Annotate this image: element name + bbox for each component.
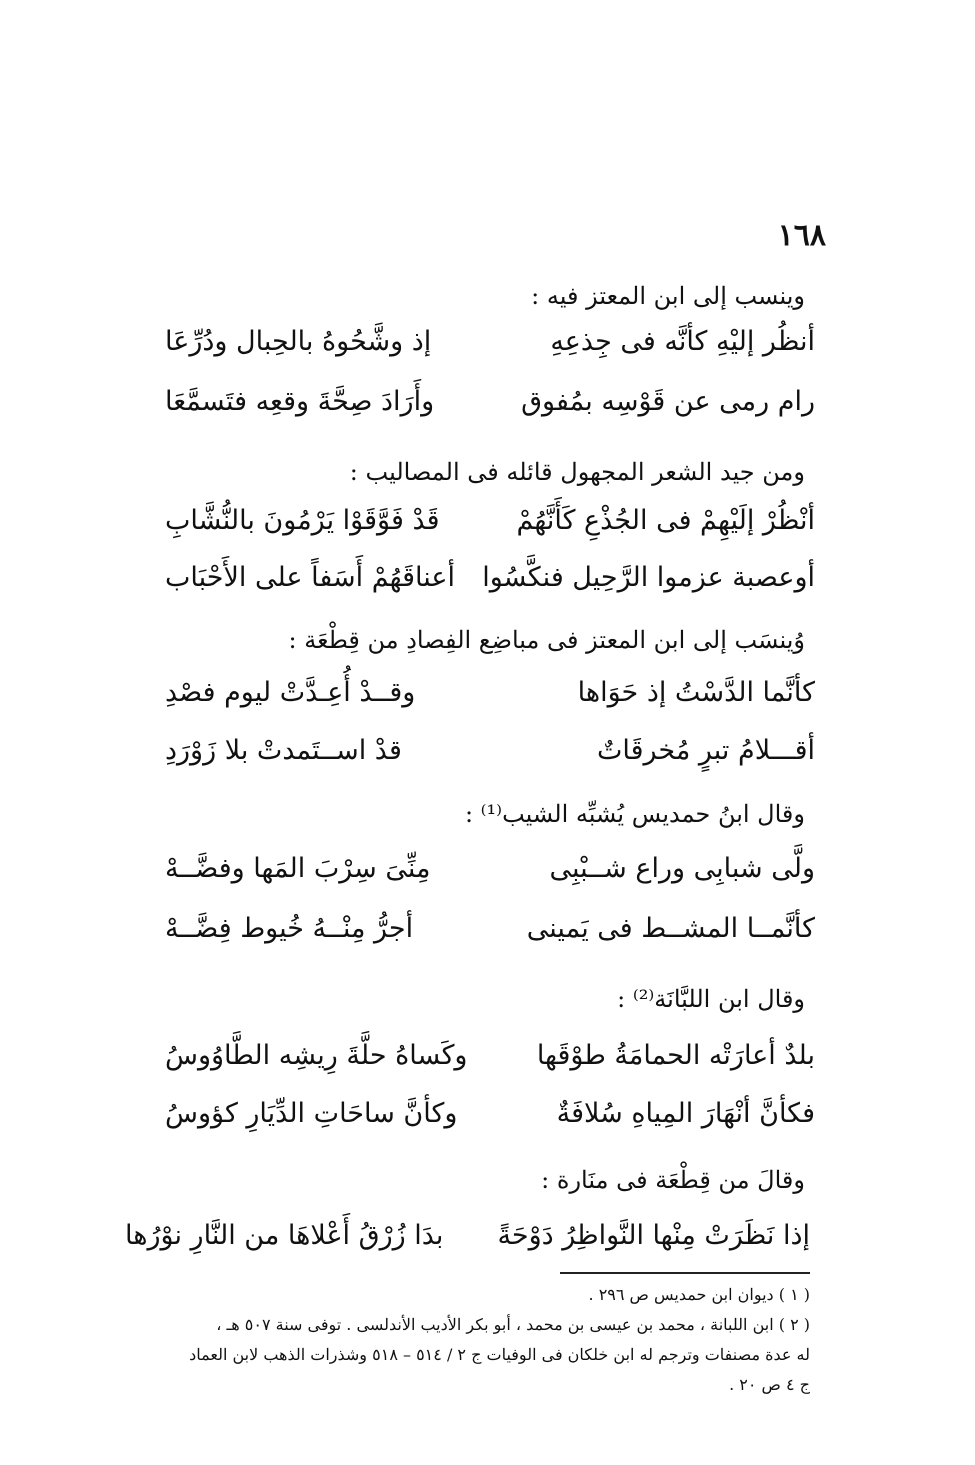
verse-first-hemistich: رام رمى عن قَوْسِه بمُفوق bbox=[521, 386, 815, 417]
verse-line bbox=[165, 562, 815, 606]
verse-second-hemistich: إذ وشَّحُوهُ بالحِبال ودُرِّعَا bbox=[165, 326, 432, 357]
verse-first-hemistich: أوعصبة عزموا الرَّحِيل فنكَّسُوا bbox=[482, 562, 815, 593]
footnote-2-line-2: له عدة مصنفات وترجم له ابن خلكان فى الوفيات ج ٢ / ٥١٤ – ٥١٨ وشذرات الذهب لابن العماد bbox=[189, 1345, 810, 1364]
verse-line bbox=[165, 677, 815, 721]
footnote-1: ( ١ ) ديوان ابن حمديس ص ٢٩٦ . bbox=[588, 1285, 810, 1304]
verse-line bbox=[165, 326, 815, 370]
verse-line bbox=[165, 735, 815, 779]
intro-ibn-al-labbana: وقال ابن اللبَّانَة⁽²⁾ : bbox=[617, 985, 805, 1013]
page-number: ١٦٨ bbox=[777, 218, 826, 253]
intro-ibn-hamdis: وقال ابنُ حمديس يُشبِّه الشيب⁽¹⁾ : bbox=[464, 800, 805, 828]
verse-line bbox=[165, 853, 815, 897]
verse-first-hemistich: فكأنَّ أنْهَارَ المِياهِ سُلافَةٌ bbox=[556, 1098, 815, 1129]
verse-line bbox=[165, 913, 815, 957]
verse-first-hemistich: كأنَّما الدَّسْتُ إذ حَوَاها bbox=[577, 677, 815, 708]
verse-second-hemistich: وكأنَّ ساحَاتِ الدِّيَارِ كؤوسُ bbox=[165, 1098, 458, 1129]
verse-second-hemistich: مِنِّىَ سِرْبَ المَها وفضَّــهْ bbox=[165, 853, 431, 884]
verse-first-hemistich: أقـــلامُ تبرٍ مُخرقَاتٌ bbox=[596, 735, 815, 766]
verse-first-hemistich: أنظُر إليْهِ كأنَّه فى جِذعِهِ bbox=[550, 326, 815, 357]
verse-second-hemistich: بدَا زُرْقُ أَعْلاهَا من النَّارِ نوْرُها bbox=[125, 1220, 444, 1251]
verse-second-hemistich: أجرُّ مِنْــهُ خُيوط فِضَّــهْ bbox=[165, 913, 414, 944]
verse-second-hemistich: قدْ اســتَمدتْ بلا زَوْرَدِ bbox=[165, 735, 402, 766]
intro-anonymous-poetry: ومن جيد الشعر المجهول قائله فى المصاليب : bbox=[349, 458, 805, 486]
intro-minaret: وقالَ من قِطْعَة فى منَارة : bbox=[541, 1166, 805, 1194]
verse-line bbox=[165, 1098, 815, 1142]
verse-first-hemistich: أنْظُرْ إلَيْهِمْ فى الجُذْعِ كَأَنَّهُمْ bbox=[516, 505, 815, 536]
verse-line bbox=[165, 505, 815, 549]
verse-second-hemistich: أعناقَهُمْ أَسَفاً على الأَحْبَاب bbox=[165, 562, 455, 593]
verse-second-hemistich: قَدْ فَوَّقَوْا يَرْمُونَ بالنُّشَّابِ bbox=[165, 505, 440, 536]
footnote-2-line-1: ( ٢ ) ابن اللبانة ، محمد بن عيسى بن محمد ، أبو بكر الأديب الأندلسى . توفى سنة ٥٠٧ هـ ، bbox=[216, 1315, 810, 1334]
verse-line bbox=[165, 1040, 815, 1084]
verse-first-hemistich: كأنَّمــا المشــط فى يَمينى bbox=[526, 913, 815, 944]
verse-line bbox=[125, 1220, 810, 1264]
intro-ibn-almutazz: وينسب إلى ابن المعتز فيه : bbox=[531, 282, 805, 310]
footnote-separator bbox=[560, 1272, 810, 1274]
verse-first-hemistich: إذا نَظَرَتْ مِنْها النَّواظِرُ دَوْحَةً bbox=[497, 1220, 810, 1251]
footnote-2-line-3: ج ٤ ص ٢٠ . bbox=[729, 1375, 810, 1394]
intro-mabadi-al-fisad: وُينسَب إلى ابن المعتز فى مباضِع الفِصادِ من قِطْعَة : bbox=[288, 626, 805, 654]
verse-line bbox=[165, 386, 815, 430]
verse-second-hemistich: وأَرَادَ صِحَّةَ وقعِه فتَسمَّعَا bbox=[165, 386, 435, 417]
verse-first-hemistich: بلدٌ أعارَتْه الحمامَةُ طوْقَها bbox=[536, 1040, 815, 1071]
verse-second-hemistich: وقــدْ أُعِـدَّتْ ليوم فصْدِ bbox=[165, 677, 416, 708]
verse-first-hemistich: ولَّى شبابِى وراع شــبْبِى bbox=[549, 853, 815, 884]
verse-second-hemistich: وكَساهُ حلَّةَ رِيشِه الطَّاوُوسُ bbox=[165, 1040, 468, 1071]
